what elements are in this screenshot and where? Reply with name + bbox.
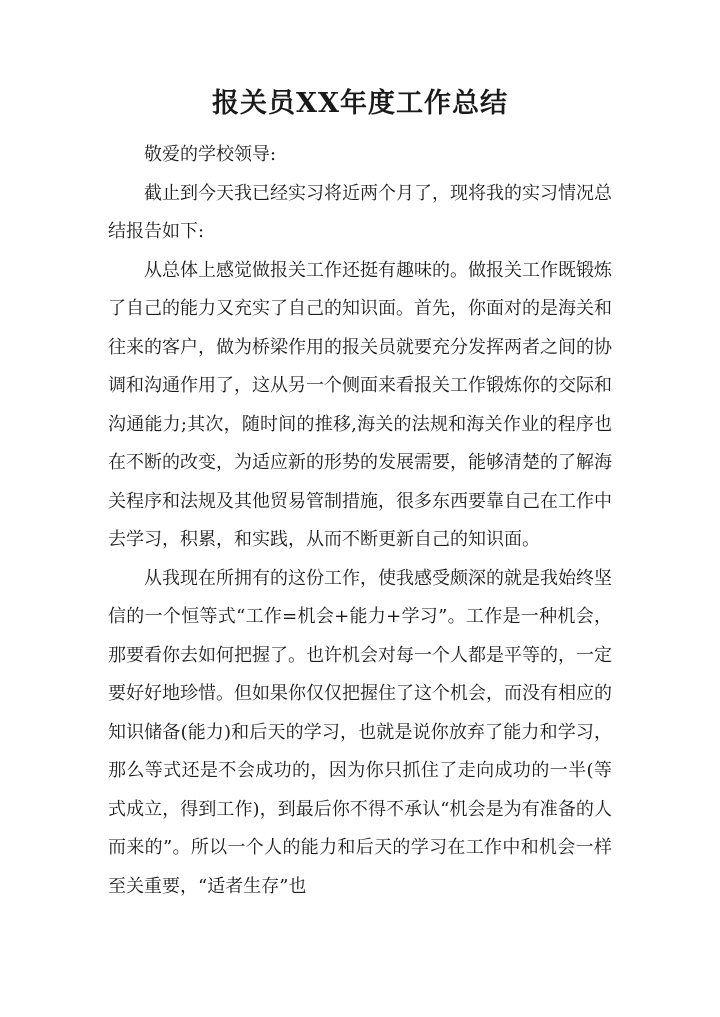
- paragraph-intro: 截止到今天我已经实习将近两个月了，现将我的实习情况总结报告如下:: [108, 182, 612, 242]
- salutation: 敬爱的学校领导:: [144, 144, 277, 165]
- document-body: [108, 136, 612, 906]
- paragraph-overview: 从总体上感觉做报关工作还挺有趣味的。做报关工作既锻炼了自己的能力又充实了自己的知识面。首先，你面对的是海关和往来的客户，做为桥梁作用的报关员就要充分发挥两者之间的协调和沟通作用了，这从另一个侧面来看报关工作锻炼你的交际和沟通能力;其次，随时间的推移,海关的法规和海关作业的程序也在不断的改变，为适应新的形势的发展需要，能够清楚的了解海关程序和法规及其他贸易管制措施，很多东西要靠自己在工作中去学习，积累，和实践，从而不断更新自己的知识面。: [108, 259, 612, 550]
- paragraph-formula: 从我现在所拥有的这份工作，使我感受颇深的就是我始终坚信的一个恒等式“工作=机会+能力+学习”。工作是一种机会，那要看你去如何把握了。也许机会对每一个人都是平等的，一定要好好地珍惜。但如果你仅仅把握住了这个机会，而没有相应的知识储备(能力)和后天的学习，也就是说你放弃了能力和学习，那么等式还是不会成功的，因为你只抓住了走向成功的一半(等式成立，得到工作)，到最后你不得不承认“机会是为有准备的人而来的”。所以一个人的能力和后天的学习在工作中和机会一样至关重要，“适者生存”也: [108, 567, 612, 897]
- document-title: 报关员XX年度工作总结: [212, 88, 508, 119]
